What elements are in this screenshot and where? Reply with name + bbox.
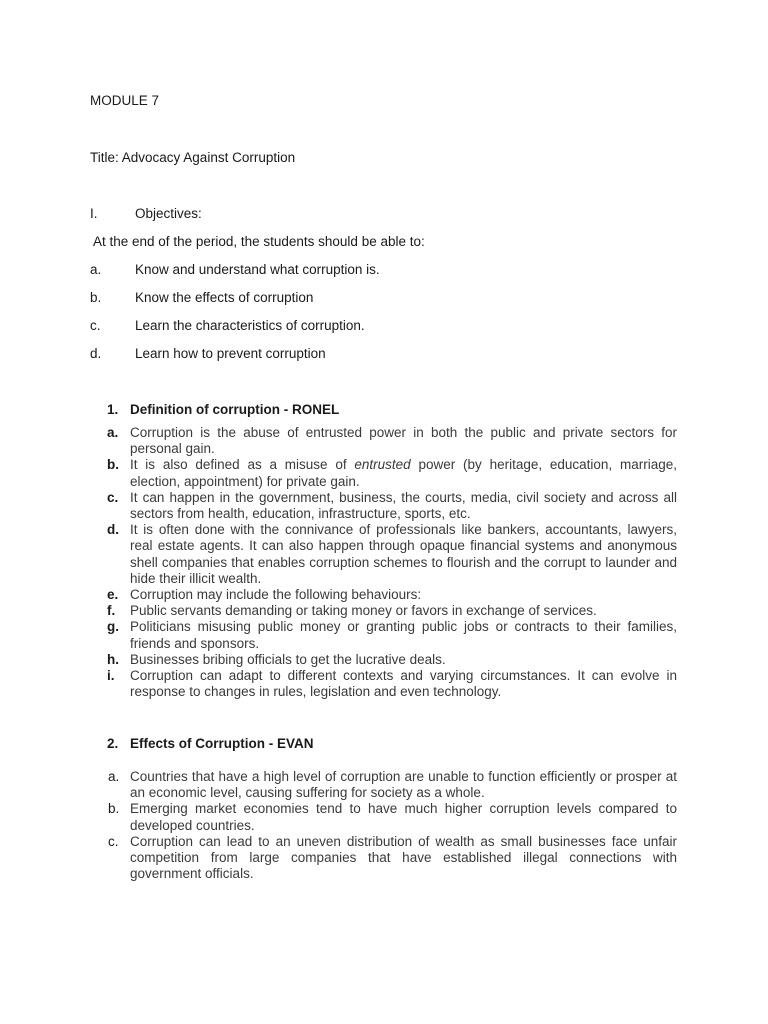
item-letter: c. <box>108 833 119 849</box>
section-1-list <box>107 425 677 700</box>
list-item <box>107 489 677 522</box>
item-text: Public servants demanding or taking money or favors in exchange of services. <box>130 603 597 619</box>
item-letter: f. <box>107 603 116 619</box>
item-letter: b. <box>108 801 120 817</box>
section-2-title: Effects of Corruption - EVAN <box>130 736 314 751</box>
item-text-after: power (by heritage, education, marriage, election, appointment) for private gain. <box>130 457 677 489</box>
item-letter: g. <box>107 619 119 635</box>
item-letter: b. <box>107 457 119 473</box>
module-label: MODULE 7 <box>90 93 160 108</box>
list-item <box>107 522 677 587</box>
list-item <box>108 833 677 883</box>
list-item <box>107 619 677 651</box>
objective-text: Know and understand what corruption is. <box>135 262 380 277</box>
item-text-before: It is also defined as a misuse of <box>130 457 355 473</box>
objective-text: Learn how to prevent corruption <box>135 346 326 361</box>
list-item <box>107 668 677 700</box>
objective-mark: d. <box>90 346 102 361</box>
document-title: Title: Advocacy Against Corruption <box>90 150 296 165</box>
item-letter: a. <box>108 769 120 784</box>
section-1-number: 1. <box>107 402 119 417</box>
objective-text: Know the effects of corruption <box>135 290 314 305</box>
objective-text: Learn the characteristics of corruption. <box>135 318 365 333</box>
item-letter: i. <box>107 668 115 684</box>
section-2-number: 2. <box>107 736 119 751</box>
objective-mark: b. <box>90 290 102 305</box>
section-1-heading <box>107 402 339 418</box>
item-letter: a. <box>107 425 119 440</box>
item-letter: h. <box>107 651 119 667</box>
item-letter: c. <box>107 489 119 505</box>
objectives-intro: At the end of the period, the students should be able to: <box>90 234 425 249</box>
item-text-emphasis: entrusted <box>354 457 411 473</box>
list-item <box>107 457 677 489</box>
item-text: It is often done with the connivance of professionals like bankers, accountants, lawyers, real estate agents. It can also happen through opaque financial systems and anonymous shell companies that enables corruption schemes to flourish and the corrupt to launder and hide their illicit wealth. <box>130 522 677 586</box>
item-text: Countries that have a high level of corruption are unable to function efficiently or prosper at an economic level, causing suffering for society as a whole. <box>130 769 677 801</box>
list-item <box>107 603 677 619</box>
item-text: Corruption may include the following behaviours: <box>130 587 422 603</box>
list-item <box>107 425 677 457</box>
list-item <box>108 769 677 801</box>
item-text: It can happen in the government, business, the courts, media, civil society and across all sectors from health, education, infrastructure, sports, etc. <box>130 489 677 522</box>
item-text: Businesses bribing officials to get the lucrative deals. <box>130 651 446 667</box>
objectives-label: Objectives: <box>135 206 202 221</box>
item-letter: e. <box>107 587 119 603</box>
item-text: Corruption can adapt to different contexts and varying circumstances. It can evolve in response to changes in rules, legislation and even technology. <box>130 668 677 700</box>
item-text: Corruption is the abuse of entrusted power in both the public and private sectors for personal gain. <box>130 425 677 457</box>
item-text: Politicians misusing public money or granting public jobs or contracts to their families, friends and sponsors. <box>130 619 677 651</box>
objective-mark: c. <box>90 318 101 333</box>
list-item <box>107 651 677 668</box>
list-item <box>107 587 677 603</box>
objective-mark: a. <box>90 262 102 277</box>
section-1-title: Definition of corruption - RONEL <box>130 402 340 417</box>
item-letter: d. <box>107 522 119 538</box>
section-2-list <box>108 769 677 882</box>
item-text: Emerging market economies tend to have much higher corruption levels compared to developed countries. <box>130 801 677 833</box>
item-text: Corruption can lead to an uneven distribution of wealth as small businesses face unfair competition from large companies that have established illegal connections with government officials. <box>130 833 677 882</box>
objectives-marker: I. <box>90 206 98 221</box>
section-2-heading <box>107 736 314 752</box>
list-item <box>108 801 677 833</box>
